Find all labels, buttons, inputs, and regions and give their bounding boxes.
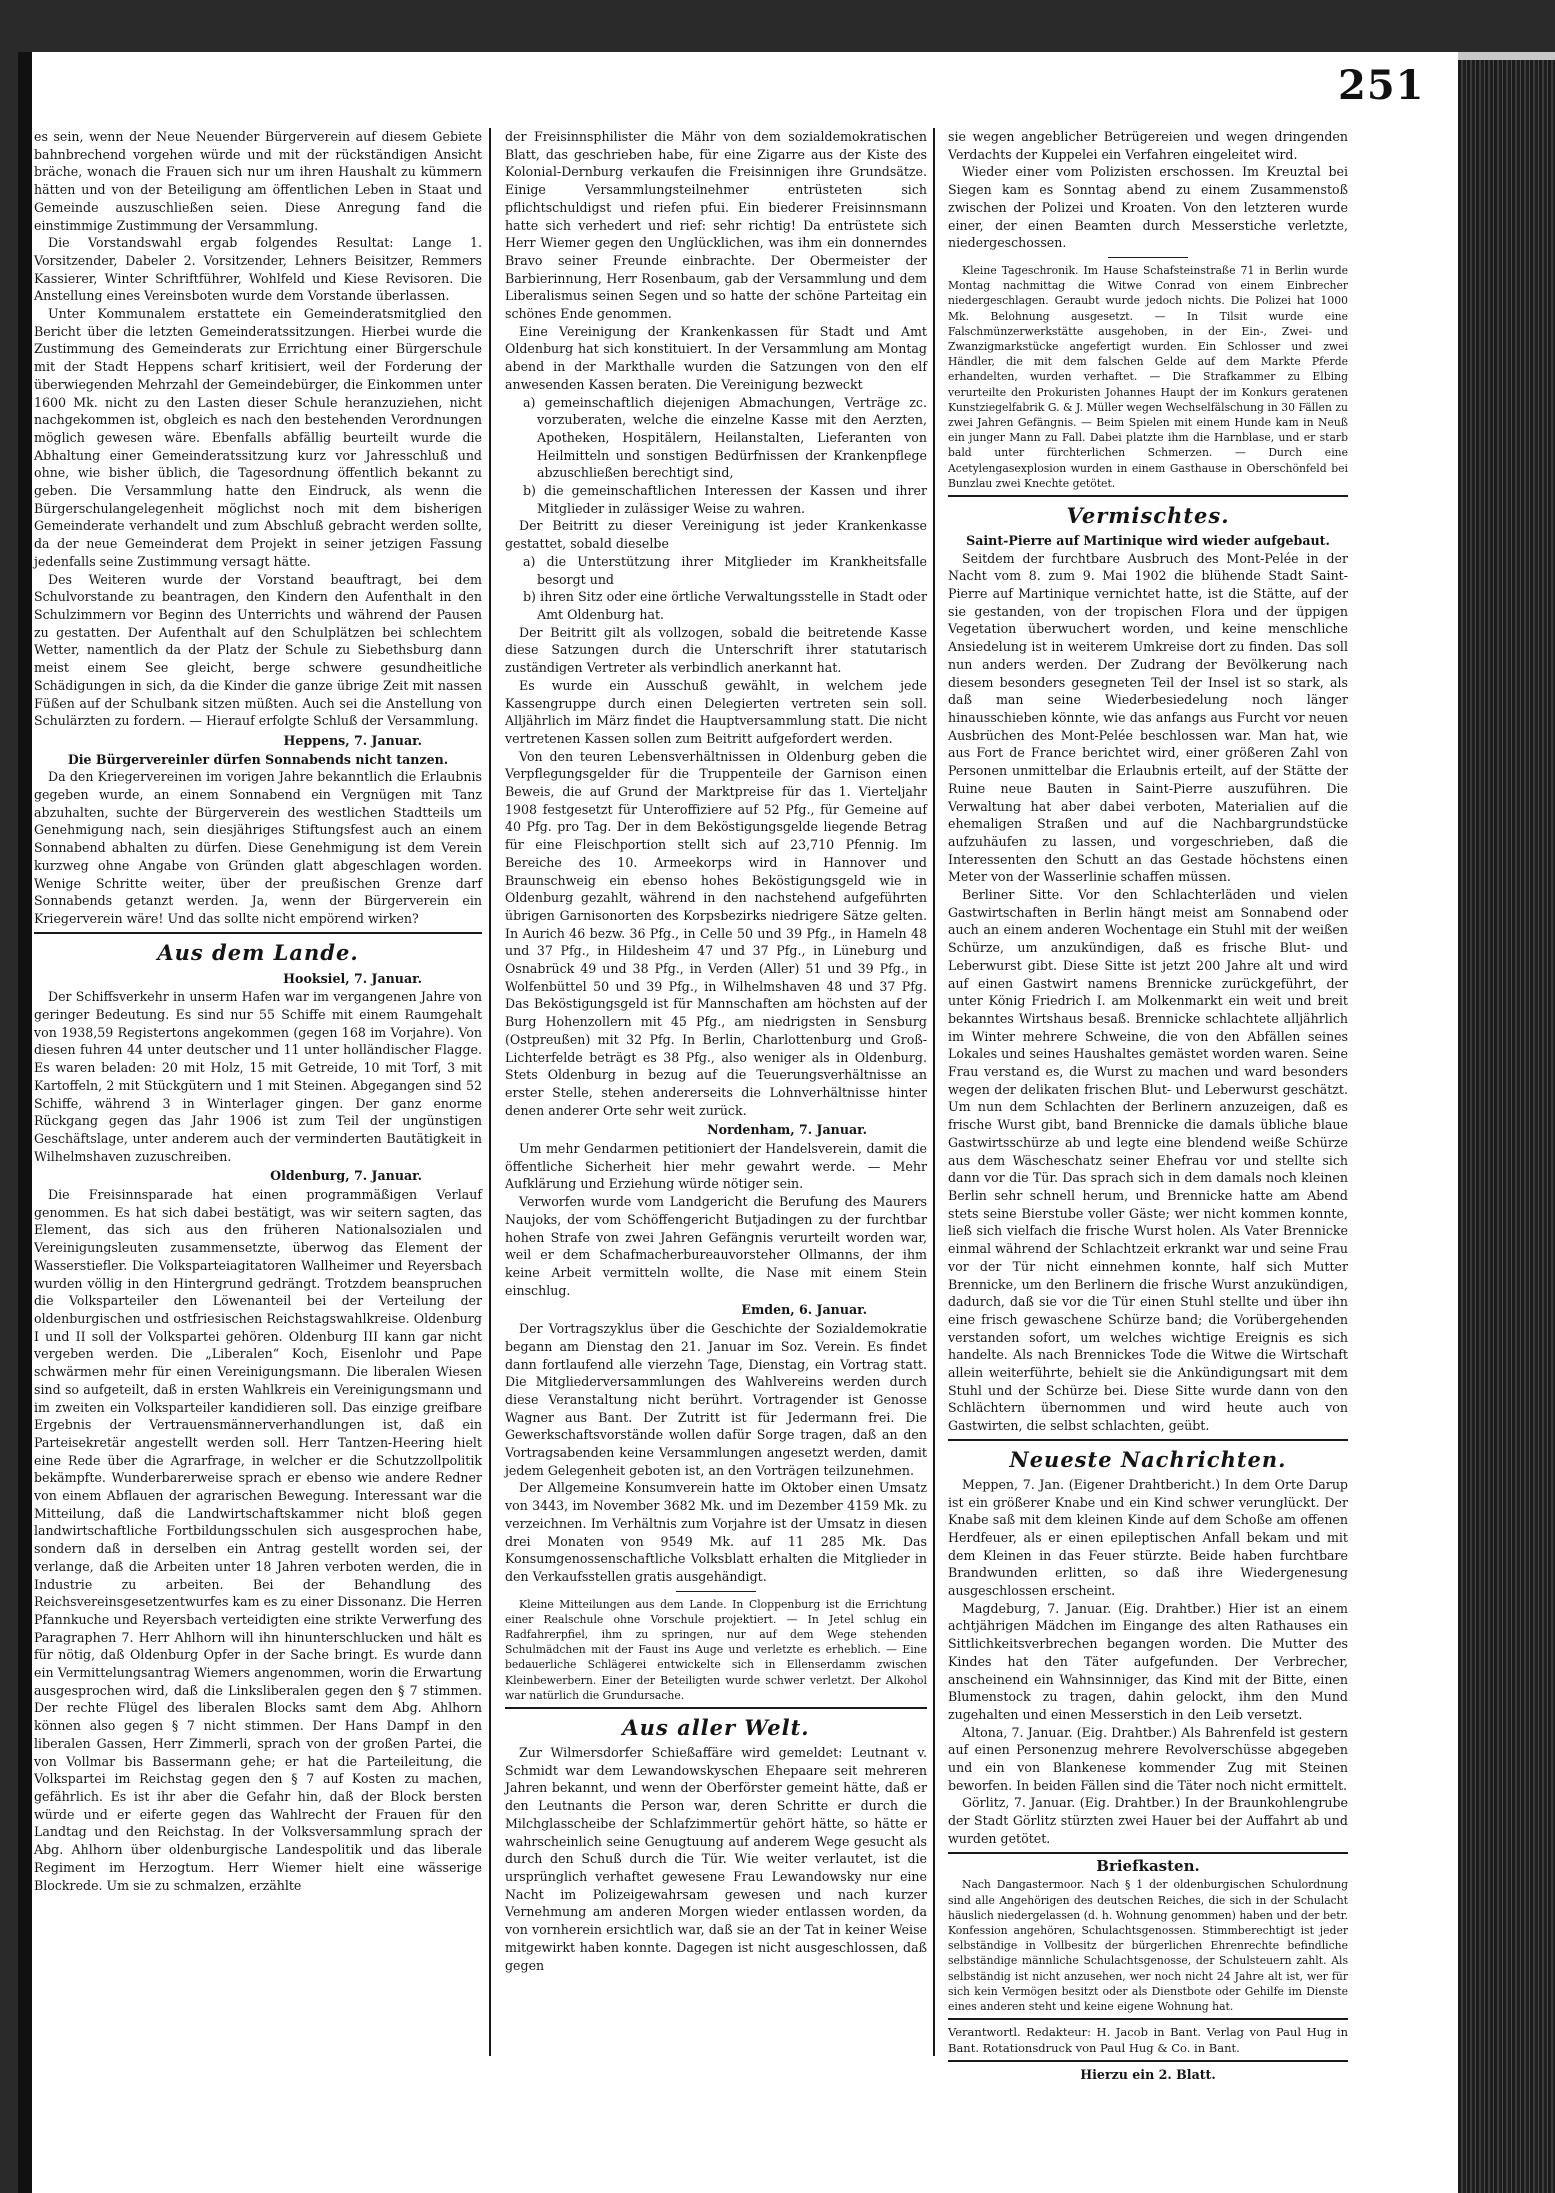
dateline: Heppens, 7. Januar. <box>283 732 422 748</box>
paragraph: Die Freisinnsparade hat einen programmäßigen Verlauf genommen. Es hat sich dabei bestätigt, was wir seitern sagten, das Element, das sich aus den früheren Nationalsozialen und Vereinigungsleuten zusammensetzte, überwog das Element der Wasserstiefler. Die Volksparteiagitatoren Wallheimer und Reyersbach wurden völlig in den Hintergrund gedrängt. Trotzdem beanspruchen die Volksparteiler den Löwenanteil bei der Verteilung der oldenburgischen und ostfriesischen Reichstagswahlkreise. Oldenburg I und II soll der Volkspartei gehören. Oldenburg III kann gar nicht vergeben werden. Die „Liberalen“ Koch, Eisenlohr und Pape schwärmen mehr für einen Vereinigungsmann. Die liberalen Wiesen sind so aufgeteilt, daß in ersten Wahlkreis ein Vereinigungsmann und im zweiten ein Volksparteiler kandidieren soll. Das einzige greifbare Ergebnis der Vertrauensmännerverhandlungen ist, daß ein Parteisekretär angestellt werden soll. Herr Tantzen-Heering hielt eine Rede über die Agrarfrage, in welcher er die Schutzzollpolitik bekämpfte. Wunderbarerweise sprach er ebenso wie andere Redner von einem Abflauen der agrarischen Bewegung. Interessant war die Mitteilung, daß die Landwirtschaftskammer nicht bloß gegen landwirtschaftliche Fortbildungsschulen sich ausgesprochen habe, sondern daß in derselben ein Antrag gestellt worden sei, der verlange, daß die Arbeiten unter 18 Jahren verboten werden, die in Industrie zu arbeiten. Bei der Behandlung des Reichsvereinsgesetzentwurfes kam es zu einer Dissonanz. Die Herren Pfannkuche und Reyersbach verteidigten eine strikte Verwerfung des Paragraphen 7. Herr Ahlhorn will ihn hinunterschlucken und hält es für nötig, daß Oldenburg Opfer in der Sache bringt. Es wurde dann ein Vermittelungsantrag Wiemers angenommen, worin die Erwartung ausgesprochen wird, daß die Linksliberalen gegen den § 7 stimmen. Der rechte Flügel des liberalen Blocks samt dem Abg. Ahlhorn können also gegen § 7 nicht stimmen. Der Hans Dampf in den liberalen Gassen, Herr Zimmerli, sprach von der großen Partei, die von Vollmar bis Bassermann gehe; er hat die Parteileitung, die Volkspartei im Reichstag gegen den § 7 auf Kosten zu machen, gefährlich. Es ist ihr aber die Gefahr hin, daß der Block bersten würde und er eiferte gegen das Wahlrecht der Frauen für den Landtag und den Reichstag. In der Volksversammlung sprach der Abg. Ahlhorn über oldenburgische Landespolitik und das liberale Regiment im Herzogtum. Herr Wiemer hielt eine wässerige Blockrede. Um sie zu schmalzen, erzählte <box>34 1187 482 1893</box>
paragraph: Wieder einer vom Polizisten erschossen. Im Kreuztal bei Siegen kam es Sonntag abend zu einem Zusammenstoß zwischen der Polizei und Kroaten. Von den letzteren wurde einer, der einen Beamten durch Messerstiche verletzte, niedergeschossen. <box>948 164 1348 251</box>
column-3 <box>948 128 1348 2084</box>
paragraph: Von den teuren Lebensverhältnissen in Oldenburg geben die Verpflegungsgelder für die Truppenteile der Garnison einen Beweis, die auf Grund der Marktpreise für das 1. Vierteljahr 1908 festgesetzt für Unteroffiziere auf 52 Pfg., für Gemeine auf 40 Pfg. pro Tag. Der in dem Beköstigungsgelde liegende Betrag für eine Fleischportion stellt sich auf 23,710 Pfennig. Im Bereiche des 10. Armeekorps wird in Hannover und Braunschweig ein ebenso hohes Beköstigungsgeld wie in Oldenburg gezahlt, während in den nachstehend aufgeführten übrigen Garnisonorten des Korpsbezirks niedrigere Sätze gelten. In Aurich 46 bezw. 36 Pfg., in Celle 50 und 39 Pfg., in Hameln 48 und 37 Pfg., in Hildesheim 47 und 37 Pfg., in Lüneburg und Osnabrück 49 und 38 Pfg., in Verden (Aller) 51 und 39 Pfg., in Wolfenbüttel 50 und 39 Pfg., in Wilhelmshaven 48 und 37 Pfg. Das Beköstigungsgeld ist für Mannschaften am höchsten auf der Burg Hohenzollern mit 45 Pfg., am niedrigsten in Sensburg (Ostpreußen) mit 32 Pfg. In Berlin, Charlottenburg und Groß-Lichterfelde beträgt es 38 Pfg., also weniger als in Oldenburg. Stets Oldenburg in bezug auf die Teuerungsverhältnisse an erster Stelle, stehen andererseits die Lohnverhältnisse hinter denen anderer Orte sehr weit zurück. <box>505 748 927 1118</box>
section-rule <box>948 2018 1348 2020</box>
section-rule <box>34 932 482 934</box>
divider <box>676 1591 756 1592</box>
paragraph: Altona, 7. Januar. (Eig. Drahtber.) Als Bahrenfeld ist gestern auf einen Personenzug mehrere Revolverschüsse abgegeben und ein von Blankenese kommender Zug mit Steinen beworfen. In beiden Fällen sind die Täter noch nicht ermittelt. <box>948 1724 1348 1793</box>
column-1 <box>34 128 482 1894</box>
list-item: b) ihren Sitz oder eine örtliche Verwaltungsstelle in Stadt oder Amt Oldenburg hat. <box>523 589 927 622</box>
paragraph: Meppen, 7. Jan. (Eigener Drahtbericht.) In dem Orte Darup ist ein größerer Knabe und ein Kind schwer verunglückt. Der Knabe saß mit dem kleinen Kinde auf dem Schoße am offenen Herdfeuer, als er einen epileptischen Anfall bekam und mit dem Kleinen in das Feuer stürzte. Beide haben furchtbare Brandwunden erlitten, so daß ihre Wiedergenesung ausgeschlossen erscheint. <box>948 1476 1348 1599</box>
section-heading-briefkasten: Briefkasten. <box>1096 1856 1200 1875</box>
section-rule <box>948 495 1348 497</box>
list <box>523 553 927 624</box>
section-rule <box>505 1707 927 1709</box>
page-number: 251 <box>1338 62 1425 109</box>
paragraph: Der Allgemeine Konsumverein hatte im Oktober einen Umsatz von 3443, im November 3682 Mk. und im Dezember 4159 Mk. zu verzeichnen. Im Verhältnis zum Vorjahre ist der Umsatz in diesen drei Monaten von 9549 Mk. auf 11 285 Mk. Das Konsumgenossenschaftliche Volksblatt erhalten die Mitglieder in den Verkaufsstellen gratis ausgehändigt. <box>505 1480 927 1584</box>
paragraph: Die Vorstandswahl ergab folgendes Resultat: Lange 1. Vorsitzender, Dabeler 2. Vorsitzender, Lehners Beisitzer, Remmers Kassierer, Winter Schriftführer, Wohlfeld und Kiese Revisoren. Die Anstellung eines Vereinsboten wurde dem Vorstande überlassen. <box>34 235 482 304</box>
column-divider <box>489 128 491 2056</box>
paragraph: Es wurde ein Ausschuß gewählt, in welchem jede Kassengruppe durch einen Delegierten vertreten sein soll. Alljährlich im März findet die Hauptversammlung statt. Die nicht vertretenen Kassen sollen zum Beitritt aufgefordert werden. <box>505 677 927 746</box>
paragraph: Der Schiffsverkehr in unserm Hafen war im vergangenen Jahre von geringer Bedeutung. Es sind nur 55 Schiffe mit einem Raumgehalt von 1938,59 Registertons angekommen (gegen 168 im Vorjahre). Von diesen fuhren 44 unter deutscher und 11 unter holländischer Flagge. Es waren beladen: 20 mit Holz, 15 mit Getreide, 10 mit Torf, 3 mit Kartoffeln, 2 mit Stückgütern und 1 mit Steinen. Abgegangen sind 52 Schiffe, während 3 in Winterlager gingen. Der ganz enorme Rückgang gegen das Jahr 1906 ist zum Teil der ungünstigen Geschäftslage, unter anderem auch der verminderten Bautätigkeit in Wilhelmshaven zuzuschreiben. <box>34 989 482 1164</box>
paragraph: Zur Wilmersdorfer Schießaffäre wird gemeldet: Leutnant v. Schmidt war dem Lewandowskyschen Ehepaare seit mehreren Jahren bekannt, und wenn der Oberförster gemeint hätte, daß er den Leutnants die Person war, deren Schritte er durch die Milchglasscheibe der Schlafzimmertür gehört hätte, so hätte er wahrscheinlich seine Genugtuung auf anderem Wege gesucht als durch den Schuß durch die Tür. Wie weiter verlautet, ist die ursprünglich verhaftet gewesene Frau Lewandowsky nur eine Nacht im Polizeigewahrsam gewesen und nach kurzer Vernehmung am anderen Morgen wieder entlassen worden, da von vornherein ersichtlich war, daß sie an der Tat in keiner Weise mitgewirkt haben konnte. Dagegen ist nicht ausgeschlossen, daß gegen <box>505 1745 927 1973</box>
small-print-paragraph: Kleine Tageschronik. Im Hause Schafsteinstraße 71 in Berlin wurde Montag nachmittag die Witwe Conrad von einem Einbrecher niedergeschlagen. Geraubt wurde jedoch nichts. Die Polizei hat 1000 Mk. Belohnung ausgesetzt. — In Tilsit wurde eine Falschmünzerwerkstätte ausgehoben, in der Ein-, Zwei- und Zwanzigmarkstücke angefertigt wurden. Ein Schlosser und zwei Händler, die mit dem falschen Gelde auf dem Markte Pferde erhandelten, wurden verhaftet. — Die Strafkammer zu Elbing verurteilte den Prokuristen Johannes Haupt der im Konkurs geratenen Kunstziegelfabrik G. & J. Müller wegen Wechselfälschung in 30 Fällen zu zwei Jahren Gefängnis. — Beim Spielen mit einem Hunde kam in Neuß ein junger Mann zu Fall. Dabei platzte ihm die Harnblase, und er starb bald unter fürchterlichen Schmerzen. — Durch eine Acetylengasexplosion wurden in einem Gasthause in Oberschönfeld bei Bunzlau zwei Knechte getötet. <box>948 263 1348 490</box>
list-item: a) die Unterstützung ihrer Mitglieder im Krankheitsfalle besorgt und <box>523 553 927 587</box>
paragraph: sie wegen angeblicher Betrügereien und wegen dringenden Verdachts der Kuppelei ein Verfahren eingeleitet wird. <box>948 129 1348 162</box>
section-rule <box>948 2060 1348 2062</box>
small-print-paragraph: Kleine Mitteilungen aus dem Lande. In Cloppenburg ist die Errichtung einer Realschule ohne Vorschule projektiert. — In Jetel schlug ein Radfahrerpfiel, ihm zu springen, nur auf dem Wege stehenden Schulmädchen mit der Faust ins Auge und verletzte es erheblich. — Eine bedauerliche Schlägerei entwickelte sich in Ellenserdamm zwischen Kleinbewerbern. Einer der Beteiligten wurde schwer verletzt. Der Alkohol war natürlich die Grundursache. <box>505 1597 927 1702</box>
column-divider <box>933 128 935 2056</box>
small-print-paragraph: Nach Dangastermoor. Nach § 1 der oldenburgischen Schulordnung sind alle Angehörigen des deutschen Reiches, die sich in der Schulacht häuslich niedergelassen (d. h. Wohnung genommen) haben und der betr. Konfession angehören, Schulachtsgenossen. Stimmberechtigt ist jeder selbständige in Vollbesitz der bürgerlichen Ehrenrechte befindliche selbständige männliche Schulachtsgenosse, der Schulsteuern zahlt. Als selbständig ist nicht anzusehen, wer noch nicht 24 Jahre alt ist, wer für sich kein Vermögen besitzt oder als Dienstbote oder Gehilfe im Dienste eines anderen steht und keine eigene Wohnung hat. <box>948 1878 1348 2013</box>
article-heading: Saint-Pierre auf Martinique wird wieder aufgebaut. <box>966 532 1330 548</box>
imprint: Verantwortl. Redakteur: H. Jacob in Bant. Verlag von Paul Hug in Bant. Rotationsdruck von Paul Hug & Co. in Bant. <box>948 2025 1348 2056</box>
paragraph: Des Weiteren wurde der Vorstand beauftragt, bei dem Schulvorstande zu beantragen, den Kindern den Aufenthalt in den Schulzimmern vor Beginn des Unterrichts und während der Pausen zu gestatten. Der Aufenthalt auf den Schulplätzen bei schlechtem Wetter, namentlich da der Platz der Schule zu Siebethsburg dann meist einem See gleicht, berge schwere gesundheitliche Schädigungen in sich, da die Kinder die ganze übrige Zeit mit nassen Füßen auf der Schulbank sitzen müßten. Auch sei die Anstellung von Schulärzten zu fordern. — Hierauf erfolgte Schluß der Versammlung. <box>34 571 482 729</box>
supplement-note: Hierzu ein 2. Blatt. <box>1080 2067 1216 2083</box>
paragraph: Der Vortragszyklus über die Geschichte der Sozialdemokratie begann am Dienstag den 21. Januar im Soz. Verein. Es findet dann fortlaufend alle vierzehn Tage, Dienstag, ein Vortrag statt. Die Mitgliederversammlungen des Wahlvereins werden durch diese Veranstaltung nicht berührt. Vortragender ist Genosse Wagner aus Bant. Der Zutritt ist für Jedermann frei. Die Gewerkschaftsvorstände wollen dafür Sorge tragen, daß an den Vortragsabenden keine Versammlungen angesetzt werden, damit jedem Gelegenheit geboten ist, an den Vorträgen teilzunehmen. <box>505 1321 927 1478</box>
paragraph: Da den Kriegervereinen im vorigen Jahre bekanntlich die Erlaubnis gegeben wurde, an einem Sonnabend ein Vergnügen mit Tanz abzuhalten, suchte der Bürgerverein des westlichen Stadtteils um Genehmigung nach, sein diesjähriges Stiftungsfest auch an einem Sonnabend abhalten zu dürfen. Diese Genehmigung ist dem Verein kurzweg ohne Angabe von Gründen glatt abgeschlagen worden. Wenige Schritte weiter, über der preußischen Grenze darf Sonnabends getanzt werden. Ja, wenn der Bürgerverein ein Kriegerverein wäre! Und das sollte nicht empörend wirken? <box>34 769 482 926</box>
paragraph: Görlitz, 7. Januar. (Eig. Drahtber.) In der Braunkohlengrube der Stadt Görlitz stürzten zwei Hauer bei der Auffahrt ab und wurden getötet. <box>948 1795 1348 1846</box>
section-heading-welt: Aus aller Welt. <box>622 1715 810 1741</box>
dateline: Emden, 6. Januar. <box>741 1302 867 1318</box>
dateline: Nordenham, 7. Januar. <box>707 1122 867 1138</box>
section-rule <box>948 1852 1348 1854</box>
scan-left-edge <box>18 52 32 2193</box>
list-item: a) gemeinschaftlich diejenigen Abmachungen, Verträge zc. vorzuberaten, welche die einzelne Kasse mit den Aerzten, Apotheken, Hospitälern, Heilanstalten, Lieferanten von Heilmitteln und sonstigen Bedürfnissen der Krankenpflege abzuschließen berechtigt sind, <box>523 394 927 481</box>
dateline: Hooksiel, 7. Januar. <box>283 970 422 986</box>
paragraph: Berliner Sitte. Vor den Schlachterläden und vielen Gastwirtschaften in Berlin hängt meist am Sonnabend oder auch an einem anderen Wochentage ein Stuhl mit der weißen Schürze, um anzukündigen, daß es frische Blut- und Leberwurst gibt. Diese Sitte ist jetzt 200 Jahre alt und wird auf einen Gastwirt namens Brennicke zurückgeführt, der unter König Friedrich I. am Molkenmarkt ein weit und breit bekanntes Wirtshaus besaß. Brennicke schlachtete alljährlich im Winter mehrere Schweine, die von den Abfällen seines Lokales und seines Haushaltes gemästet worden waren. Seine Frau verstand es, die Wurst zu machen und ward besonders wegen der delikaten frischen Blut- und Leberwurst geschätzt. Um nun dem Schlachten der Berlinern anzuzeigen, daß es frische Wurst gibt, band Brennicke die damals übliche blaue Gastwirtsschürze ab und legte eine blendend weiße Schürze aus dem Wäscheschatz seiner Ehefrau vor und stellte sich dann vor die Tür. Das sprach sich in dem damals noch kleinen Berlin sehr schnell herum, und Brennicke hatte am Abend stets seine Bierstube voller Gäste; wer nicht kommen konnte, ließ sich vielfach die frische Wurst holen. Als Vater Brennicke einmal während der Schlachtzeit erkrankt war und seine Frau vor der Tür nicht einnehmen konnte, half sich Mutter Brennicke, um den Berlinern die frische Wurst anzukündigen, dadurch, daß sie vor die Tür einen Stuhl stellte und über ihn eine frisch gewaschene Schürze band; die Vorübergehenden verstanden sofort, um welches wichtige Ereignis es sich handelte. Als nach Brennickes Tode die Witwe die Wirtschaft allein weiterführte, behielt sie die Ankündigungsart mit dem Stuhl und der Schürze bei. Diese Sitte wurde dann von den Schlächtern übernommen und wird heute auch von Gastwirten, die selbst schlachten, geübt. <box>948 887 1348 1434</box>
paragraph: Seitdem der furchtbare Ausbruch des Mont-Pelée in der Nacht vom 8. zum 9. Mai 1902 die blühende Stadt Saint-Pierre auf Martinique vernichtet hatte, ist die Stätte, auf der sie gestanden, von der tropischen Flora und der üppigen Vegetation überwuchert worden, und keine menschliche Ansiedelung ist in weiterem Umkreise dort zu finden. Das soll nun anders werden. Der Zudrang der Bevölkerung nach diesem besonders gesegneten Teil der Insel ist so stark, als daß man seine Wiederbesiedelung noch länger hinausschieben könnte, wie das anfangs aus Furcht vor neuen Ausbrüchen des Mont-Pelée beschlossen war. Man hat, wie aus Fort de France berichtet wird, einer größeren Zahl von Personen unmittelbar die Erlaubnis erteilt, auf der Stätte der Ruine neue Bauten in Saint-Pierre auszuführen. Die Verwaltung hat aber dabei verboten, Materialien auf die ehemaligen Straßen und auf die Nachbargrundstücke aufzuhäufen zu lassen, und vorgeschrieben, daß die Interessenten den Schutt an das Gestade höchstens einen Meter von der Wasserlinie schaffen müssen. <box>948 550 1348 885</box>
list-item: b) die gemeinschaftlichen Interessen der Kassen und ihrer Mitglieder in zulässiger Weise zu wahren. <box>523 483 927 516</box>
paragraph: Unter Kommunalem erstattete ein Gemeinderatsmitglied den Bericht über die letzten Gemeinderatssitzungen. Hierbei wurde die Zustimmung des Gemeinderats zur Errichtung einer Bürgerschule mit der Stadt Heppens scharf kritisiert, weil der Forderung der überwiegenden Mehrzahl der Gemeindebürger, die Einkommen unter 1600 Mk. nicht zu den Lasten dieser Schule heranzuziehen, nicht nachgekommen ist, obgleich es nach den bestehenden Verordnungen möglich gewesen wäre. Ebenfalls abfällig beurteilt wurde die Abhaltung einer Gemeinderatssitzung kurz vor Jahresschluß und ohne, wie bisher üblich, die Tagesordnung öffentlich bekannt zu geben. Die Versammlung hatte den Eindruck, als wenn die Bürgerschulangelegenheit möglichst noch mit dem bisherigen Gemeinderate verhandelt und zum Abschluß gebracht werden sollte, da der neue Gemeinderat dem Projekt in seiner jetzigen Fassung jedenfalls seine Zustimmung versagt hätte. <box>34 306 482 569</box>
dateline: Oldenburg, 7. Januar. <box>270 1168 422 1184</box>
column-2 <box>505 128 927 1974</box>
paragraph: es sein, wenn der Neue Neuender Bürgerverein auf diesem Gebiete bahnbrechend vorgehen würde und mit der rückständigen Ansicht bräche, wonach die Frauen sich nur um ihren Haushalt zu kümmern hätten und von der Beteiligung am öffentlichen Leben in Staat und Gemeinde auszuschließen seien. Diese Anregung fand die einstimmige Zustimmung der Versammlung. <box>34 129 482 233</box>
paragraph: Magdeburg, 7. Januar. (Eig. Drahtber.) Hier ist an einem achtjährigen Mädchen im Eingange des alten Rathauses ein Sittlichkeitsverbrechen begangen worden. Die Mutter des Kindes hat den Täter aufgefunden. Der Verbrecher, anscheinend ein Wahnsinniger, das Kind mit der Bitte, einen Blumenstock zu tragen, dahin gelockt, ihm den Mund zugehalten und einen Messerstich in den Leib versetzt. <box>948 1600 1348 1722</box>
section-heading-nachrichten: Neueste Nachrichten. <box>1009 1446 1287 1472</box>
paragraph: Um mehr Gendarmen petitioniert der Handelsverein, damit die öffentliche Sicherheit hier mehr gewahrt werde. — Mehr Aufklärung und Erziehung würde nötiger sein. <box>505 1141 927 1192</box>
list <box>523 394 927 518</box>
section-rule <box>948 1439 1348 1441</box>
paragraph: der Freisinnsphilister die Mähr von dem sozialdemokratischen Blatt, das geschrieben habe, für eine Zigarre aus der Kiste des Kolonial-Dernburg verkaufen die Freisinnigen ihre Grundsätze. Einige Versammlungsteilnehmer entrüsteten sich pflichtschuldigst und riefen pfui. Ein biederer Freisinnsmann hatte sich verhedert und rief: sehr richtig! Da entrüstete sich Herr Wiemer gegen den Unglücklichen, was ihm ein donnerndes Bravo seiner Freunde einbrachte. Der Obermeister der Barbierinnung, Herr Rosenbaum, gab der Versammlung und dem Liberalismus seinen Segen und so hatte der schöne Parteitag ein schönes Ende genommen. <box>505 129 927 322</box>
paragraph: Verworfen wurde vom Landgericht die Berufung des Maurers Naujoks, der vom Schöffengericht Butjadingen zu der furchtbar hohen Strafe von zwei Jahren Gefängnis verurteilt worden war, weil er dem Schafmacherbureauvorsteher Ollmanns, der ihm keine Arbeit vermitteln wollte, die Nase mit einem Stein einschlug. <box>505 1194 927 1298</box>
paragraph: Der Beitritt zu dieser Vereinigung ist jeder Krankenkasse gestattet, sobald dieselbe <box>505 518 927 552</box>
divider <box>1108 257 1188 258</box>
book-spine <box>1458 60 1555 2193</box>
article-heading: Die Bürgervereinler dürfen Sonnabends nicht tanzen. <box>67 751 449 767</box>
paragraph: Eine Vereinigung der Krankenkassen für Stadt und Amt Oldenburg hat sich konstituiert. In der Versammlung am Montag abend in der Markthalle wurden die Satzungen von den elf anwesenden Kassen beraten. Die Vereinigung bezweckt <box>505 323 927 392</box>
section-heading-vermischtes: Vermischtes. <box>1066 502 1230 528</box>
paragraph: Der Beitritt gilt als vollzogen, sobald die beitretende Kasse diese Satzungen durch die Unterschrift ihrer statutarisch zuständigen Vertreter als verbindlich anerkannt hat. <box>505 624 927 676</box>
section-heading-lande: Aus dem Lande. <box>157 939 359 965</box>
